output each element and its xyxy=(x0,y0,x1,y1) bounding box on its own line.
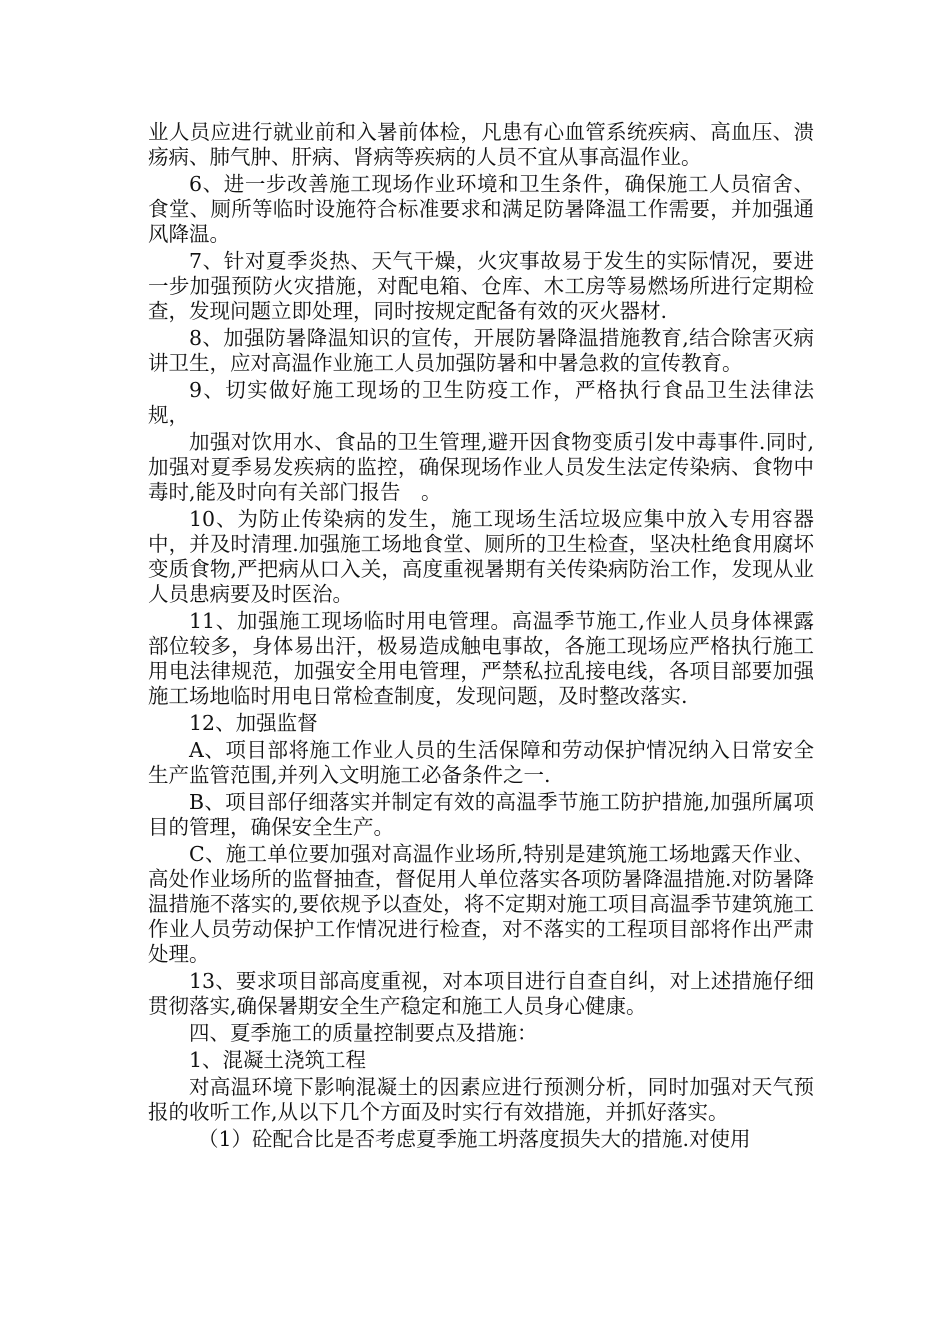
paragraph-item-12b: B、项目部仔细落实并制定有效的高温季节施工防护措施,加强所属项目的管理，确保安全生产。 xyxy=(148,790,814,839)
document-body xyxy=(148,120,814,1152)
paragraph-item-6: 6、进一步改善施工现场作业环境和卫生条件，确保施工人员宿舍、食堂、厕所等临时设施符合标准要求和满足防暑降温工作需要，并加强通风降温。 xyxy=(148,172,814,246)
paragraph-item-12c: C、施工单位要加强对高温作业场所,特别是建筑施工场地露天作业、高处作业场所的监督抽查，督促用人单位落实各项防暑降温措施.对防暑降温措施不落实的,要依规予以查处，将不定期对施工项目高温季节建筑施工作业人员劳动保护工作情况进行检查，对不落实的工程项目部将作出严肃处理。 xyxy=(148,842,814,966)
paragraph-item-8: 8、加强防暑降温知识的宣传，开展防暑降温措施教育,结合除害灭病讲卫生，应对高温作业施工人员加强防暑和中暑急救的宣传教育。 xyxy=(148,326,814,375)
paragraph-concrete-intro: 对高温环境下影响混凝土的因素应进行预测分析，同时加强对天气预报的收听工作,从以下几个方面及时实行有效措施，并抓好落实。 xyxy=(148,1075,814,1124)
paragraph-item-12a: A、项目部将施工作业人员的生活保障和劳动保护情况纳入日常安全生产监管范围,并列入文明施工必备条件之一. xyxy=(148,738,814,787)
paragraph-item-11: 11、加强施工现场临时用电管理。高温季节施工,作业人员身体裸露部位较多，身体易出汗，极易造成触电事故，各施工现场应严格执行施工用电法律规范，加强安全用电管理，严禁私拉乱接电线，各项目部要加强施工场地临时用电日常检查制度，发现问题，及时整改落实. xyxy=(148,609,814,708)
subsection-heading-1: 1、混凝土浇筑工程 xyxy=(189,1048,367,1072)
paragraph-continuation: 业人员应进行就业前和入暑前体检，凡患有心血管系统疾病、高血压、溃疡病、肺气肿、肝病、肾病等疾病的人员不宜从事高温作业。 xyxy=(148,120,814,169)
paragraph-item-10: 10、为防止传染病的发生，施工现场生活垃圾应集中放入专用容器中，并及时清理.加强施工场地食堂、厕所的卫生检查，坚决杜绝食用腐坏变质食物,严把病从口入关，高度重视暑期有关传染病防治工作，发现从业人员患病要及时医治。 xyxy=(148,507,814,606)
section-heading-4: 四、夏季施工的质量控制要点及措施： xyxy=(189,1021,538,1045)
paragraph-item-13: 13、要求项目部高度重视，对本项目进行自查自纠，对上述措施仔细贯彻落实,确保暑期安全生产稳定和施工人员身心健康。 xyxy=(148,969,814,1018)
paragraph-concrete-item-1: （1）砼配合比是否考虑夏季施工坍落度损失大的措施.对使用 xyxy=(198,1127,751,1151)
paragraph-item-9-cont: 加强对饮用水、食品的卫生管理,避开因食物变质引发中毒事件.同时,加强对夏季易发疾病的监控，确保现场作业人员发生法定传染病、食物中毒时,能及时向有关部门报告 。 xyxy=(148,430,814,504)
paragraph-item-7: 7、针对夏季炎热、天气干燥，火灾事故易于发生的实际情况，要进一步加强预防火灾措施，对配电箱、仓库、木工房等易燃场所进行定期检查，发现问题立即处理，同时按规定配备有效的灭火器材. xyxy=(148,249,814,323)
paragraph-item-12: 12、加强监督 xyxy=(189,711,318,735)
paragraph-item-9: 9、切实做好施工现场的卫生防疫工作，严格执行食品卫生法律法规， xyxy=(148,378,814,427)
